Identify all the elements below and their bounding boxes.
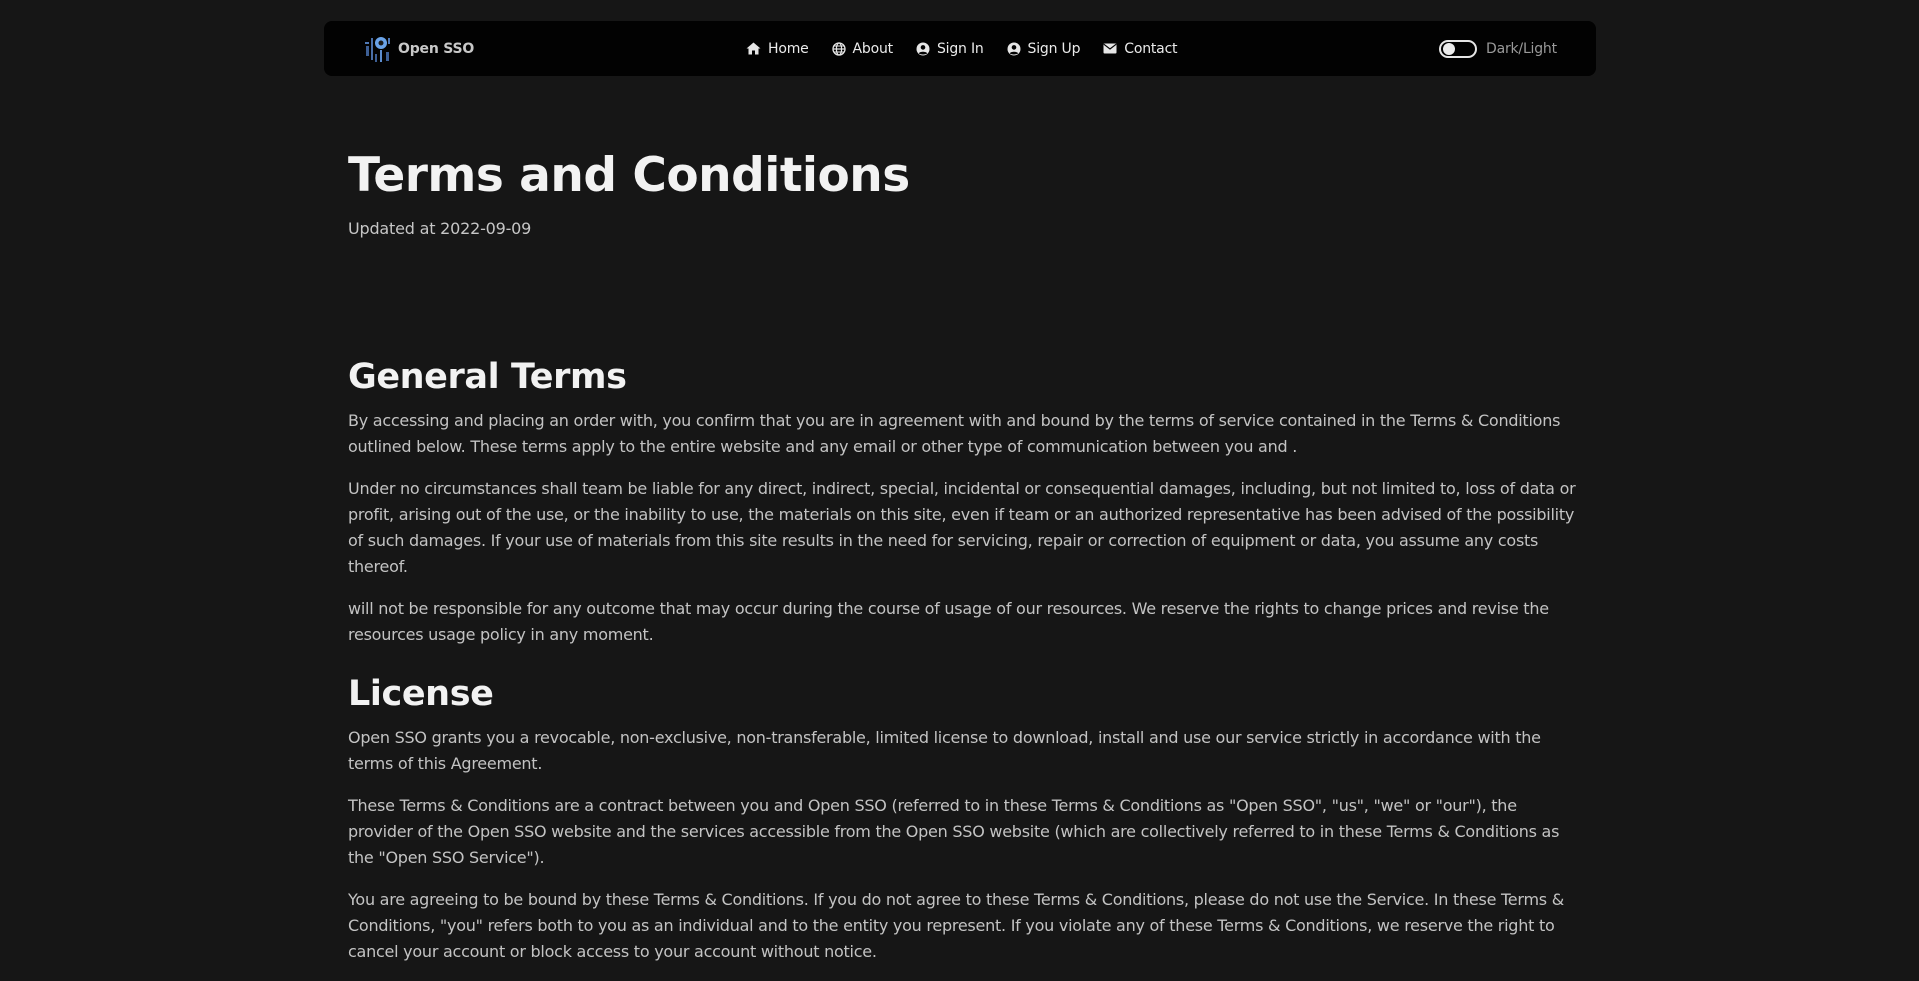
open-sso-logo-icon bbox=[364, 34, 392, 64]
nav-sign-up[interactable] bbox=[1007, 41, 1081, 57]
globe-icon bbox=[832, 42, 853, 56]
nav-contact[interactable] bbox=[1103, 41, 1177, 57]
paragraph: Under no circumstances shall team be liable for any direct, indirect, special, incidental or consequential damages, including, but not limited to, loss of data or profit, arising out of the use, or the inability to use, the materials on this site, even if team or an authorized representative has been advised of the possibility of such damages. If your use of materials from this site results in the need for servicing, repair or correction of equipment or data, you assume any costs thereof. bbox=[348, 479, 1576, 576]
home-icon bbox=[746, 42, 768, 55]
nav-contact-label: Contact bbox=[1124, 40, 1178, 57]
page-title: Terms and Conditions bbox=[348, 148, 910, 203]
section-heading: License bbox=[348, 674, 494, 714]
envelope-icon bbox=[1103, 43, 1124, 54]
nav-home-label: Home bbox=[768, 40, 809, 57]
nav-about[interactable] bbox=[832, 41, 893, 57]
navbar bbox=[324, 21, 1596, 76]
section-general-terms bbox=[348, 357, 1578, 664]
brand-link[interactable] bbox=[364, 34, 474, 64]
nav-sign-in-label: Sign In bbox=[936, 40, 984, 57]
updated-date: Updated at 2022-09-09 bbox=[348, 219, 532, 238]
paragraph: You are agreeing to be bound by these Terms & Conditions. If you do not agree to these Terms & Conditions, please do not use the Service. In these Terms & Conditions, "you" refers both to you as an individual and to the entity you represent. If you violate any of these Terms & Conditions, we reserve the right to cancel your account or block access to your account without notice. bbox=[348, 890, 1564, 961]
paragraph: These Terms & Conditions are a contract between you and Open SSO (referred to in these Terms & Conditions as "Open SSO", "us", "we" or "our"), the provider of the Open SSO website and the services accessible from the Open SSO website (which are collectively referred to in these Terms & Conditions as the "Open SSO Service"). bbox=[348, 796, 1560, 867]
section-heading: General Terms bbox=[348, 357, 627, 397]
paragraph: will not be responsible for any outcome that may occur during the course of usage of our resources. We reserve the rights to change prices and revise the resources usage policy in any moment. bbox=[348, 599, 1549, 644]
theme-switch[interactable] bbox=[1439, 40, 1477, 58]
section-license bbox=[348, 674, 1578, 981]
brand-name: Open SSO bbox=[398, 41, 475, 57]
paragraph: Open SSO grants you a revocable, non-exclusive, non-transferable, limited license to download, install and use our service strictly in accordance with the terms of this Agreement. bbox=[348, 728, 1541, 773]
theme-toggle[interactable] bbox=[1439, 21, 1557, 76]
nav-sign-up-label: Sign Up bbox=[1027, 40, 1081, 57]
theme-toggle-label: Dark/Light bbox=[1486, 40, 1557, 57]
paragraph: By accessing and placing an order with, you confirm that you are in agreement with and bound by the terms of service contained in the Terms & Conditions outlined below. These terms apply to the entire website and any email or other type of communication between you and . bbox=[348, 411, 1561, 456]
nav-sign-in[interactable] bbox=[916, 41, 984, 57]
main-nav bbox=[746, 21, 1200, 76]
nav-about-label: About bbox=[852, 40, 893, 57]
user-circle-icon bbox=[1007, 42, 1028, 56]
theme-switch-knob bbox=[1443, 43, 1455, 55]
user-circle-icon bbox=[916, 42, 937, 56]
nav-home[interactable] bbox=[746, 41, 809, 57]
